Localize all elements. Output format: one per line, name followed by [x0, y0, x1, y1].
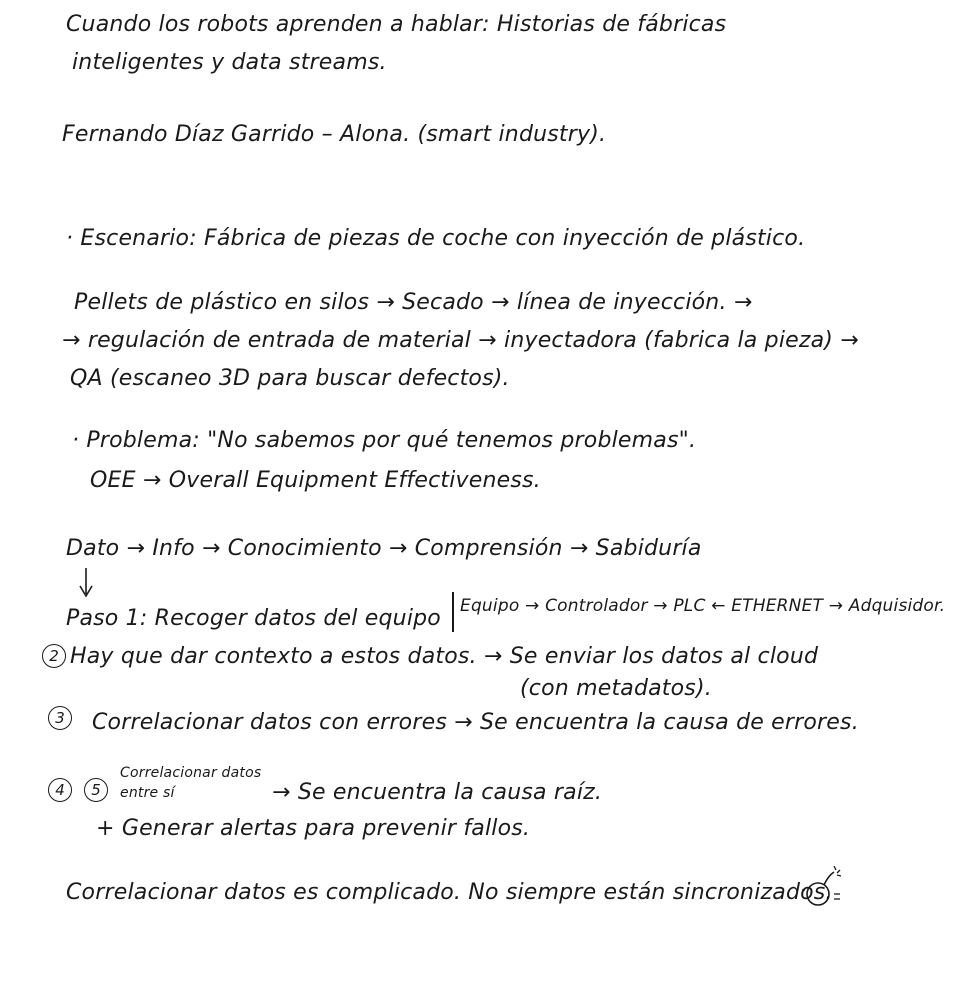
- step3-number-circle: 3: [48, 706, 72, 730]
- title-line-1: Cuando los robots aprenden a hablar: Historias de fábricas: [66, 12, 727, 37]
- step45-text: → Se encuentra la causa raíz.: [272, 780, 603, 805]
- step5-number-circle: 5: [84, 778, 108, 802]
- closing-line: Correlacionar datos es complicado. No siempre están sincronizados.: [66, 880, 833, 905]
- step2-text: Hay que dar contexto a estos datos. → Se enviar los datos al cloud: [70, 644, 819, 669]
- process-line-2: → regulación de entrada de material → inyectadora (fabrica la pieza) →: [62, 328, 859, 353]
- step45-note-line-2: entre sí: [120, 785, 175, 801]
- knowledge-pyramid-line: Dato → Info → Conocimiento → Comprensión → Sabiduría: [66, 536, 702, 561]
- scenario-line: · Escenario: Fábrica de piezas de coche con inyección de plástico.: [66, 226, 806, 251]
- bomb-icon: [800, 862, 850, 912]
- step2-number-circle: 2: [42, 644, 66, 668]
- problem-line-1: · Problema: "No sabemos por qué tenemos problemas".: [72, 428, 697, 453]
- step3-text: Correlacionar datos con errores → Se encuentra la causa de errores.: [92, 710, 859, 735]
- process-line-3: QA (escaneo 3D para buscar defectos).: [70, 366, 510, 391]
- separator-bar: [452, 592, 454, 632]
- step1-label: Paso 1: Recoger datos del equipo: [66, 606, 441, 631]
- step45-alerts-line: + Generar alertas para prevenir fallos.: [96, 816, 531, 841]
- down-arrow-icon: [76, 566, 96, 600]
- step2-continuation: (con metadatos).: [520, 676, 712, 701]
- problem-line-2: OEE → Overall Equipment Effectiveness.: [90, 468, 541, 493]
- title-line-2: inteligentes y data streams.: [72, 50, 387, 75]
- step45-note-line-1: Correlacionar datos: [120, 765, 262, 781]
- process-line-1: Pellets de plástico en silos → Secado → línea de inyección. →: [74, 290, 753, 315]
- step1-detail: Equipo → Controlador → PLC ← ETHERNET → Adquisidor.: [460, 596, 946, 616]
- step4-number-circle: 4: [48, 778, 72, 802]
- author-line: Fernando Díaz Garrido – Alona. (smart industry).: [62, 122, 607, 147]
